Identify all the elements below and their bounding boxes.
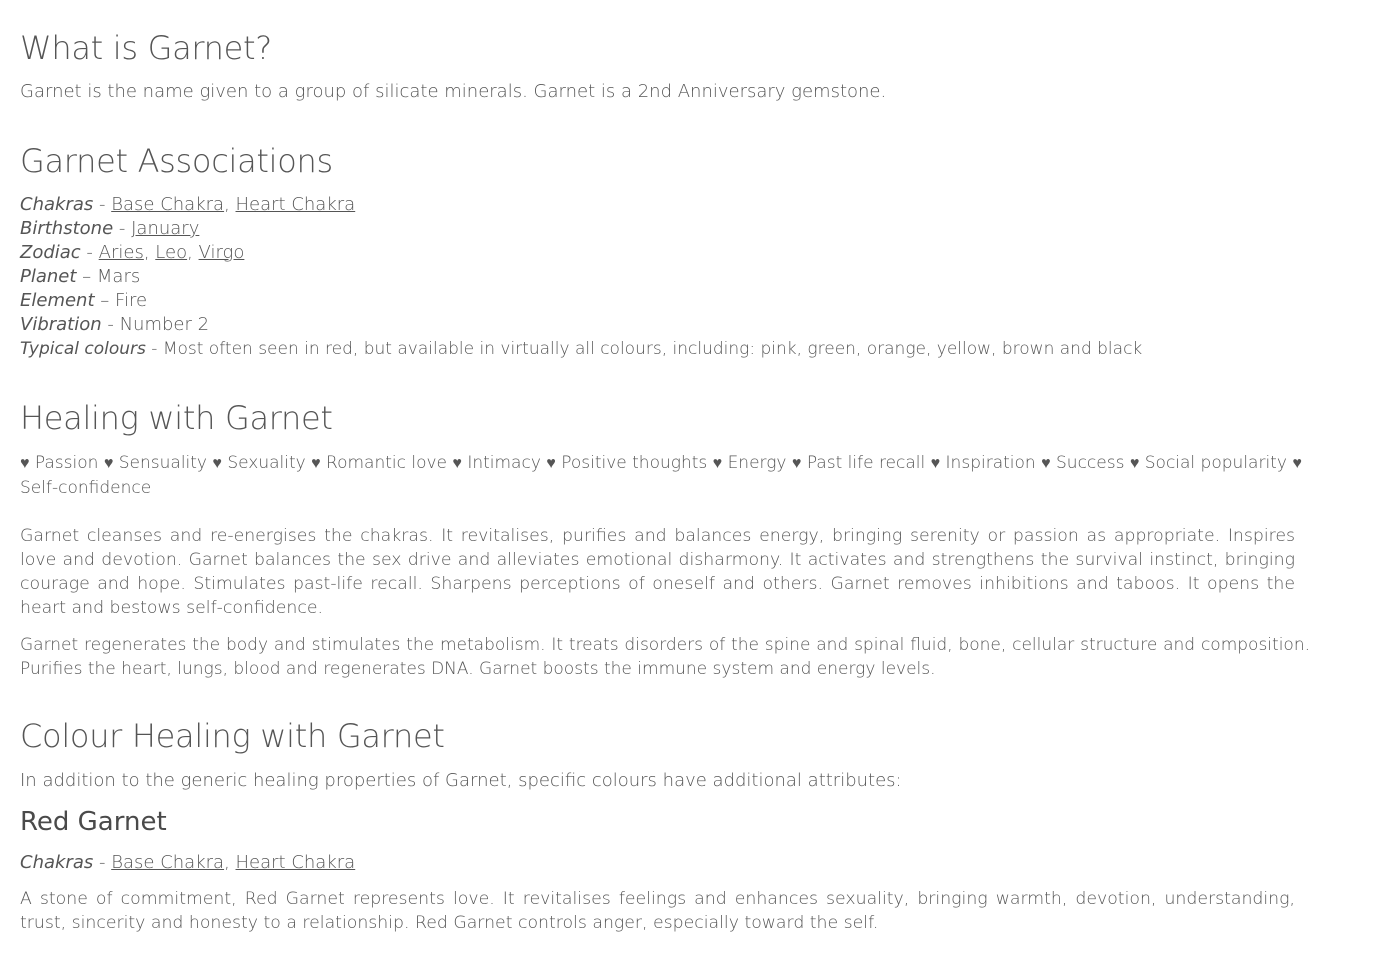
- link-heart-chakra[interactable]: Heart Chakra: [235, 194, 356, 215]
- heart-icon: ♥: [1041, 453, 1051, 472]
- heart-icon: ♥: [1292, 453, 1302, 472]
- assoc-chakras-sep: -: [93, 194, 112, 215]
- healing-property: Sensuality: [118, 453, 207, 473]
- what-is-title: What is Garnet?: [20, 29, 272, 67]
- link-base-chakra[interactable]: Base Chakra: [111, 194, 225, 215]
- assoc-colours-label: Typical colours: [20, 339, 146, 359]
- healing-property: Social popularity: [1144, 453, 1287, 473]
- assoc-birthstone: [20, 217, 1142, 241]
- assoc-birthstone-sep: -: [113, 218, 132, 239]
- assoc-colours: [20, 337, 1142, 361]
- healing-property: Energy: [727, 453, 787, 473]
- assoc-element: [20, 289, 1142, 313]
- healing-property: Romantic love: [326, 453, 447, 473]
- heart-icon: ♥: [546, 453, 556, 472]
- heart-icon: ♥: [791, 453, 802, 472]
- assoc-zodiac-sep: -: [80, 242, 99, 263]
- healing-properties-list: [20, 450, 1310, 501]
- healing-property: Self-confidence: [20, 478, 152, 498]
- heart-icon: ♥: [712, 453, 723, 472]
- assoc-vibration: [20, 313, 1142, 337]
- heart-icon: ♥: [1129, 453, 1140, 472]
- colour-healing-title: Colour Healing with Garnet: [20, 717, 445, 755]
- associations-title: Garnet Associations: [20, 142, 333, 180]
- assoc-zodiac: Zodiac - Aries, Leo, Virgo: [20, 242, 245, 263]
- healing-property: Success: [1056, 453, 1125, 473]
- link-aries[interactable]: Aries: [98, 242, 144, 263]
- assoc-planet-value: – Mars: [76, 266, 141, 287]
- red-garnet-text: A stone of commitment, Red Garnet represents love. It revitalises feelings and enhances sexuality, bringing warmth, devotion, understanding, trust, sincerity and honesty to a relationship. Red Garnet controls anger, especially toward the self.: [20, 889, 1295, 933]
- assoc-element-value: – Fire: [94, 290, 148, 311]
- assoc-chakras-label: Chakras: [20, 194, 94, 215]
- assoc-colours-value: - Most often seen in red, but available in virtually all colours, including: pink, green, orange, yellow, brown and black: [145, 339, 1143, 359]
- associations-list: [20, 193, 1142, 361]
- assoc-chakras: Chakras - Base Chakra, Heart Chakra: [20, 194, 356, 215]
- red-garnet-chakras: Chakras - Base Chakra, Heart Chakra: [20, 852, 356, 873]
- healing-property: Past life recall: [806, 453, 926, 473]
- what-is-text: Garnet is the name given to a group of silicate minerals. Garnet is a 2nd Anniversary gemstone.: [20, 81, 887, 102]
- heart-icon: ♥: [311, 453, 321, 472]
- assoc-element-label: Element: [20, 290, 95, 311]
- assoc-vibration-label: Vibration: [20, 314, 102, 335]
- healing-property: Sexuality: [227, 453, 306, 473]
- link-leo[interactable]: Leo: [155, 242, 188, 263]
- assoc-birthstone-label: Birthstone: [20, 218, 114, 239]
- assoc-zodiac-label: Zodiac: [20, 242, 81, 263]
- heart-icon: ♥: [103, 453, 114, 472]
- heart-icon: ♥: [930, 453, 941, 472]
- assoc-planet: [20, 265, 1142, 289]
- red-garnet-chakras-sep: -: [93, 852, 112, 873]
- red-link-base-chakra[interactable]: Base Chakra: [111, 852, 225, 873]
- healing-property: Inspiration: [945, 453, 1036, 473]
- assoc-planet-label: Planet: [20, 266, 77, 287]
- healing-paragraph-2: Garnet regenerates the body and stimulates the metabolism. It treats disorders of the spine and spinal fluid, bone, cellular structure and composition. Purifies the heart, lungs, blood and regenerates DNA. Garnet boosts the immune system and energy levels.: [20, 635, 1310, 679]
- healing-property: Positive thoughts: [561, 453, 708, 473]
- red-garnet-chakras-label: Chakras: [20, 852, 94, 873]
- healing-property: Intimacy: [467, 453, 541, 473]
- heart-icon: ♥: [212, 453, 222, 472]
- link-virgo[interactable]: Virgo: [198, 242, 245, 263]
- red-link-heart-chakra[interactable]: Heart Chakra: [235, 852, 356, 873]
- healing-property: Passion: [34, 453, 99, 473]
- colour-healing-intro: In addition to the generic healing properties of Garnet, specific colours have additional attributes:: [20, 770, 902, 791]
- heart-icon: ♥: [20, 453, 30, 472]
- healing-title: Healing with Garnet: [20, 399, 333, 437]
- heart-icon: ♥: [452, 453, 462, 472]
- red-garnet-title: Red Garnet: [20, 807, 167, 837]
- link-january[interactable]: January: [131, 218, 200, 239]
- healing-paragraph-1: Garnet cleanses and re-energises the chakras. It revitalises, purifies and balances energy, bringing serenity or passion as appropriate. Inspires love and devotion. Garnet balances the sex drive and alleviates emotional disharmony. It activates and strengthens the survival instinct, bringing courage and hope. Stimulates past-life recall. Sharpens perceptions of oneself and others. Garnet removes inhibitions and taboos. It opens the heart and bestows self-confidence.: [20, 526, 1295, 618]
- assoc-vibration-value: - Number 2: [101, 314, 210, 335]
